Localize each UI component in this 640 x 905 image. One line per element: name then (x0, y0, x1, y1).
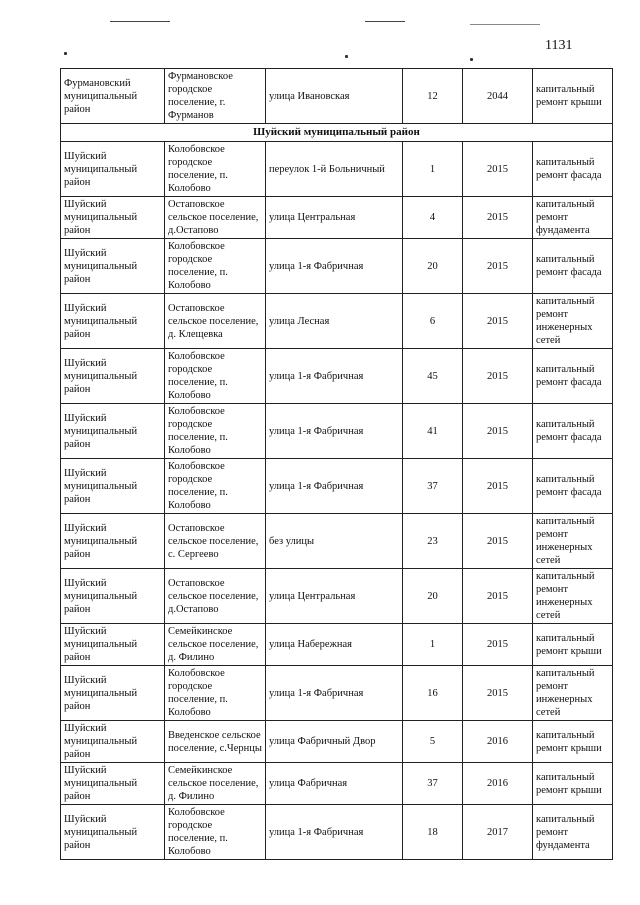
year-cell: 2015 (463, 239, 533, 294)
year-cell: 2016 (463, 721, 533, 763)
table-row (61, 349, 613, 404)
year-cell: 2015 (463, 349, 533, 404)
district-cell: Шуйский муниципальный район (61, 721, 165, 763)
year-cell: 2015 (463, 294, 533, 349)
scan-artifact-dot (345, 55, 348, 58)
street-cell: переулок 1-й Больничный (266, 142, 403, 197)
table-row (61, 197, 613, 239)
work-type-cell: капитальный ремонт фундамента (533, 197, 613, 239)
settlement-cell: Колобовское городское поселение, п. Колобово (165, 666, 266, 721)
year-cell: 2015 (463, 569, 533, 624)
district-cell: Шуйский муниципальный район (61, 142, 165, 197)
house-number-cell: 1 (403, 624, 463, 666)
work-type-cell: капитальный ремонт фасада (533, 404, 613, 459)
table-row (61, 459, 613, 514)
table-row (61, 294, 613, 349)
year-cell: 2016 (463, 763, 533, 805)
section-title: Шуйский муниципальный район (61, 124, 613, 142)
street-cell: улица Лесная (266, 294, 403, 349)
street-cell: улица Центральная (266, 569, 403, 624)
street-cell: улица Набережная (266, 624, 403, 666)
street-cell: улица Ивановская (266, 69, 403, 124)
district-cell: Шуйский муниципальный район (61, 404, 165, 459)
settlement-cell: Семейкинское сельское поселение, д. Филино (165, 763, 266, 805)
district-cell: Шуйский муниципальный район (61, 514, 165, 569)
year-cell: 2015 (463, 666, 533, 721)
street-cell: улица 1-я Фабричная (266, 239, 403, 294)
work-type-cell: капитальный ремонт крыши (533, 624, 613, 666)
work-type-cell: капитальный ремонт инженерных сетей (533, 666, 613, 721)
settlement-cell: Семейкинское сельское поселение, д. Филино (165, 624, 266, 666)
district-cell: Шуйский муниципальный район (61, 666, 165, 721)
house-number-cell: 20 (403, 569, 463, 624)
year-cell: 2044 (463, 69, 533, 124)
settlement-cell: Остаповское сельское поселение, д.Остапово (165, 197, 266, 239)
settlement-cell: Остаповское сельское поселение, д.Остапово (165, 569, 266, 624)
records-table (60, 68, 613, 860)
settlement-cell: Колобовское городское поселение, п. Колобово (165, 239, 266, 294)
year-cell: 2015 (463, 142, 533, 197)
settlement-cell: Колобовское городское поселение, п. Колобово (165, 805, 266, 860)
table-row (61, 624, 613, 666)
house-number-cell: 1 (403, 142, 463, 197)
scan-artifact-line (365, 21, 405, 22)
house-number-cell: 37 (403, 459, 463, 514)
work-type-cell: капитальный ремонт крыши (533, 763, 613, 805)
scan-artifact-dot (470, 58, 473, 61)
scan-artifact-line (470, 24, 540, 25)
district-cell: Шуйский муниципальный район (61, 349, 165, 404)
house-number-cell: 4 (403, 197, 463, 239)
house-number-cell: 12 (403, 69, 463, 124)
house-number-cell: 20 (403, 239, 463, 294)
scan-artifact-line (110, 21, 170, 22)
district-cell: Шуйский муниципальный район (61, 805, 165, 860)
table-row (61, 404, 613, 459)
table-row (61, 239, 613, 294)
table-row (61, 142, 613, 197)
street-cell: улица Фабричная (266, 763, 403, 805)
settlement-cell: Колобовское городское поселение, п. Колобово (165, 142, 266, 197)
house-number-cell: 6 (403, 294, 463, 349)
street-cell: улица 1-я Фабричная (266, 805, 403, 860)
settlement-cell: Введенское сельское поселение, с.Чернцы (165, 721, 266, 763)
table-row (61, 69, 613, 124)
house-number-cell: 45 (403, 349, 463, 404)
street-cell: улица 1-я Фабричная (266, 404, 403, 459)
table-row (61, 666, 613, 721)
year-cell: 2015 (463, 459, 533, 514)
work-type-cell: капитальный ремонт фундамента (533, 805, 613, 860)
settlement-cell: Колобовское городское поселение, п. Колобово (165, 459, 266, 514)
district-cell: Шуйский муниципальный район (61, 459, 165, 514)
house-number-cell: 23 (403, 514, 463, 569)
district-cell: Шуйский муниципальный район (61, 197, 165, 239)
work-type-cell: капитальный ремонт фасада (533, 459, 613, 514)
work-type-cell: капитальный ремонт фасада (533, 142, 613, 197)
house-number-cell: 37 (403, 763, 463, 805)
work-type-cell: капитальный ремонт крыши (533, 721, 613, 763)
district-cell: Шуйский муниципальный район (61, 239, 165, 294)
district-cell: Фурмановский муниципальный район (61, 69, 165, 124)
street-cell: улица 1-я Фабричная (266, 666, 403, 721)
settlement-cell: Фурмановское городское поселение, г. Фурманов (165, 69, 266, 124)
table-row (61, 721, 613, 763)
district-cell: Шуйский муниципальный район (61, 763, 165, 805)
street-cell: улица Фабричный Двор (266, 721, 403, 763)
section-header-row (61, 124, 613, 142)
district-cell: Шуйский муниципальный район (61, 294, 165, 349)
table-row (61, 569, 613, 624)
table-row (61, 805, 613, 860)
work-type-cell: капитальный ремонт инженерных сетей (533, 514, 613, 569)
settlement-cell: Остаповское сельское поселение, с. Сергеево (165, 514, 266, 569)
work-type-cell: капитальный ремонт инженерных сетей (533, 569, 613, 624)
work-type-cell: капитальный ремонт инженерных сетей (533, 294, 613, 349)
settlement-cell: Колобовское городское поселение, п. Колобово (165, 404, 266, 459)
page-number: 1131 (545, 38, 573, 53)
district-cell: Шуйский муниципальный район (61, 624, 165, 666)
table-row (61, 763, 613, 805)
year-cell: 2015 (463, 624, 533, 666)
year-cell: 2015 (463, 514, 533, 569)
work-type-cell: капитальный ремонт фасада (533, 239, 613, 294)
house-number-cell: 18 (403, 805, 463, 860)
street-cell: без улицы (266, 514, 403, 569)
street-cell: улица Центральная (266, 197, 403, 239)
district-cell: Шуйский муниципальный район (61, 569, 165, 624)
house-number-cell: 41 (403, 404, 463, 459)
work-type-cell: капитальный ремонт крыши (533, 69, 613, 124)
settlement-cell: Остаповское сельское поселение, д. Клещевка (165, 294, 266, 349)
year-cell: 2015 (463, 404, 533, 459)
settlement-cell: Колобовское городское поселение, п. Колобово (165, 349, 266, 404)
house-number-cell: 16 (403, 666, 463, 721)
year-cell: 2017 (463, 805, 533, 860)
year-cell: 2015 (463, 197, 533, 239)
scan-artifact-dot (64, 52, 67, 55)
street-cell: улица 1-я Фабричная (266, 349, 403, 404)
table-row (61, 514, 613, 569)
street-cell: улица 1-я Фабричная (266, 459, 403, 514)
work-type-cell: капитальный ремонт фасада (533, 349, 613, 404)
house-number-cell: 5 (403, 721, 463, 763)
